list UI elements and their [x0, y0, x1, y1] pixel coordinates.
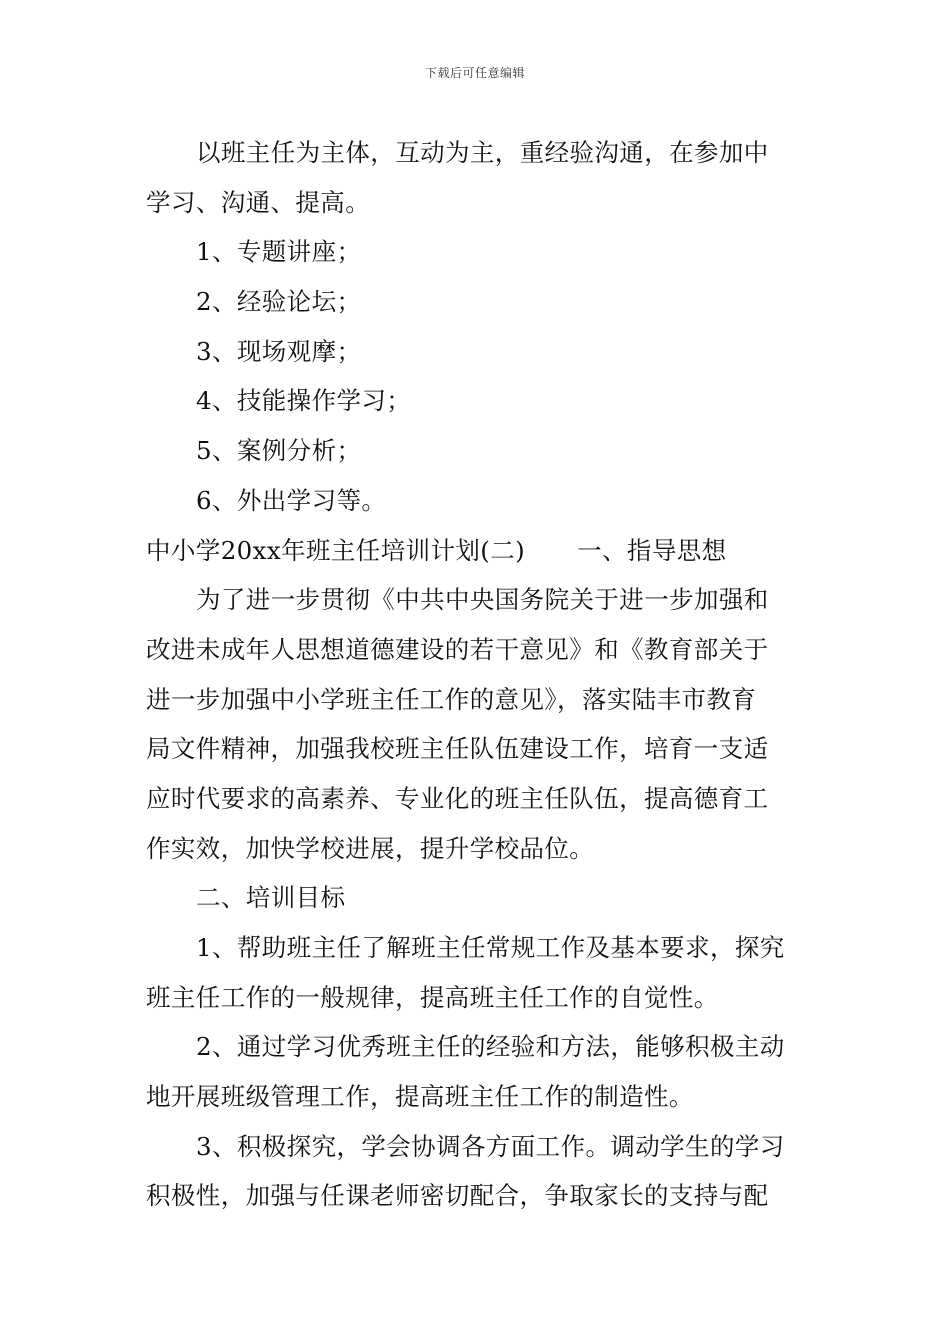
paragraph-line: 学习、沟通、提高。 [146, 187, 371, 217]
paragraph-line: 3、积极探究，学会协调各方面工作。调动学生的学习 [196, 1131, 785, 1161]
section-heading: 二、培训目标 [196, 883, 346, 913]
list-item: 2、经验论坛； [196, 287, 362, 317]
paragraph-line: 进一步加强中小学班主任工作的意见》，落实陆丰市教育 [146, 684, 757, 714]
paragraph-line: 以班主任为主体，互动为主，重经验沟通，在参加中 [196, 138, 769, 167]
paragraph-line: 改进未成年人思想道德建设的若干意见》和《教育部关于 [146, 634, 769, 664]
section-heading: 一、指导思想 [577, 535, 727, 565]
paragraph-line: 积极性，加强与任课老师密切配合，争取家长的支持与配 [146, 1181, 769, 1211]
paragraph-line: 2、通过学习优秀班主任的经验和方法，能够积极主动 [196, 1032, 785, 1062]
document-title: 中小学20xx年班主任培训计划(二) [146, 535, 526, 565]
list-item: 1、专题讲座； [196, 237, 362, 267]
list-item: 4、技能操作学习； [196, 386, 412, 416]
paragraph-line: 地开展班级管理工作，提高班主任工作的制造性。 [146, 1082, 694, 1112]
list-item: 5、案例分析； [196, 436, 362, 466]
paragraph-line: 1、帮助班主任了解班主任常规工作及基本要求，探究 [196, 933, 785, 962]
list-item: 6、外出学习等。 [196, 485, 387, 515]
section-title-line [146, 526, 810, 576]
paragraph-line: 局文件精神，加强我校班主任队伍建设工作，培育一支适 [146, 734, 769, 764]
list-item: 3、现场观摩； [196, 336, 362, 366]
page-header-watermark: 下载后可任意编辑 [424, 66, 525, 80]
paragraph-line: 班主任工作的一般规律，提高班主任工作的自觉性。 [146, 982, 719, 1012]
paragraph-line: 为了进一步贯彻《中共中央国务院关于进一步加强和 [196, 585, 769, 615]
paragraph-line: 作实效，加快学校进展，提升学校品位。 [146, 833, 595, 863]
paragraph-line: 应时代要求的高素养、专业化的班主任队伍，提高德育工 [146, 783, 769, 813]
document-body [146, 128, 810, 1221]
